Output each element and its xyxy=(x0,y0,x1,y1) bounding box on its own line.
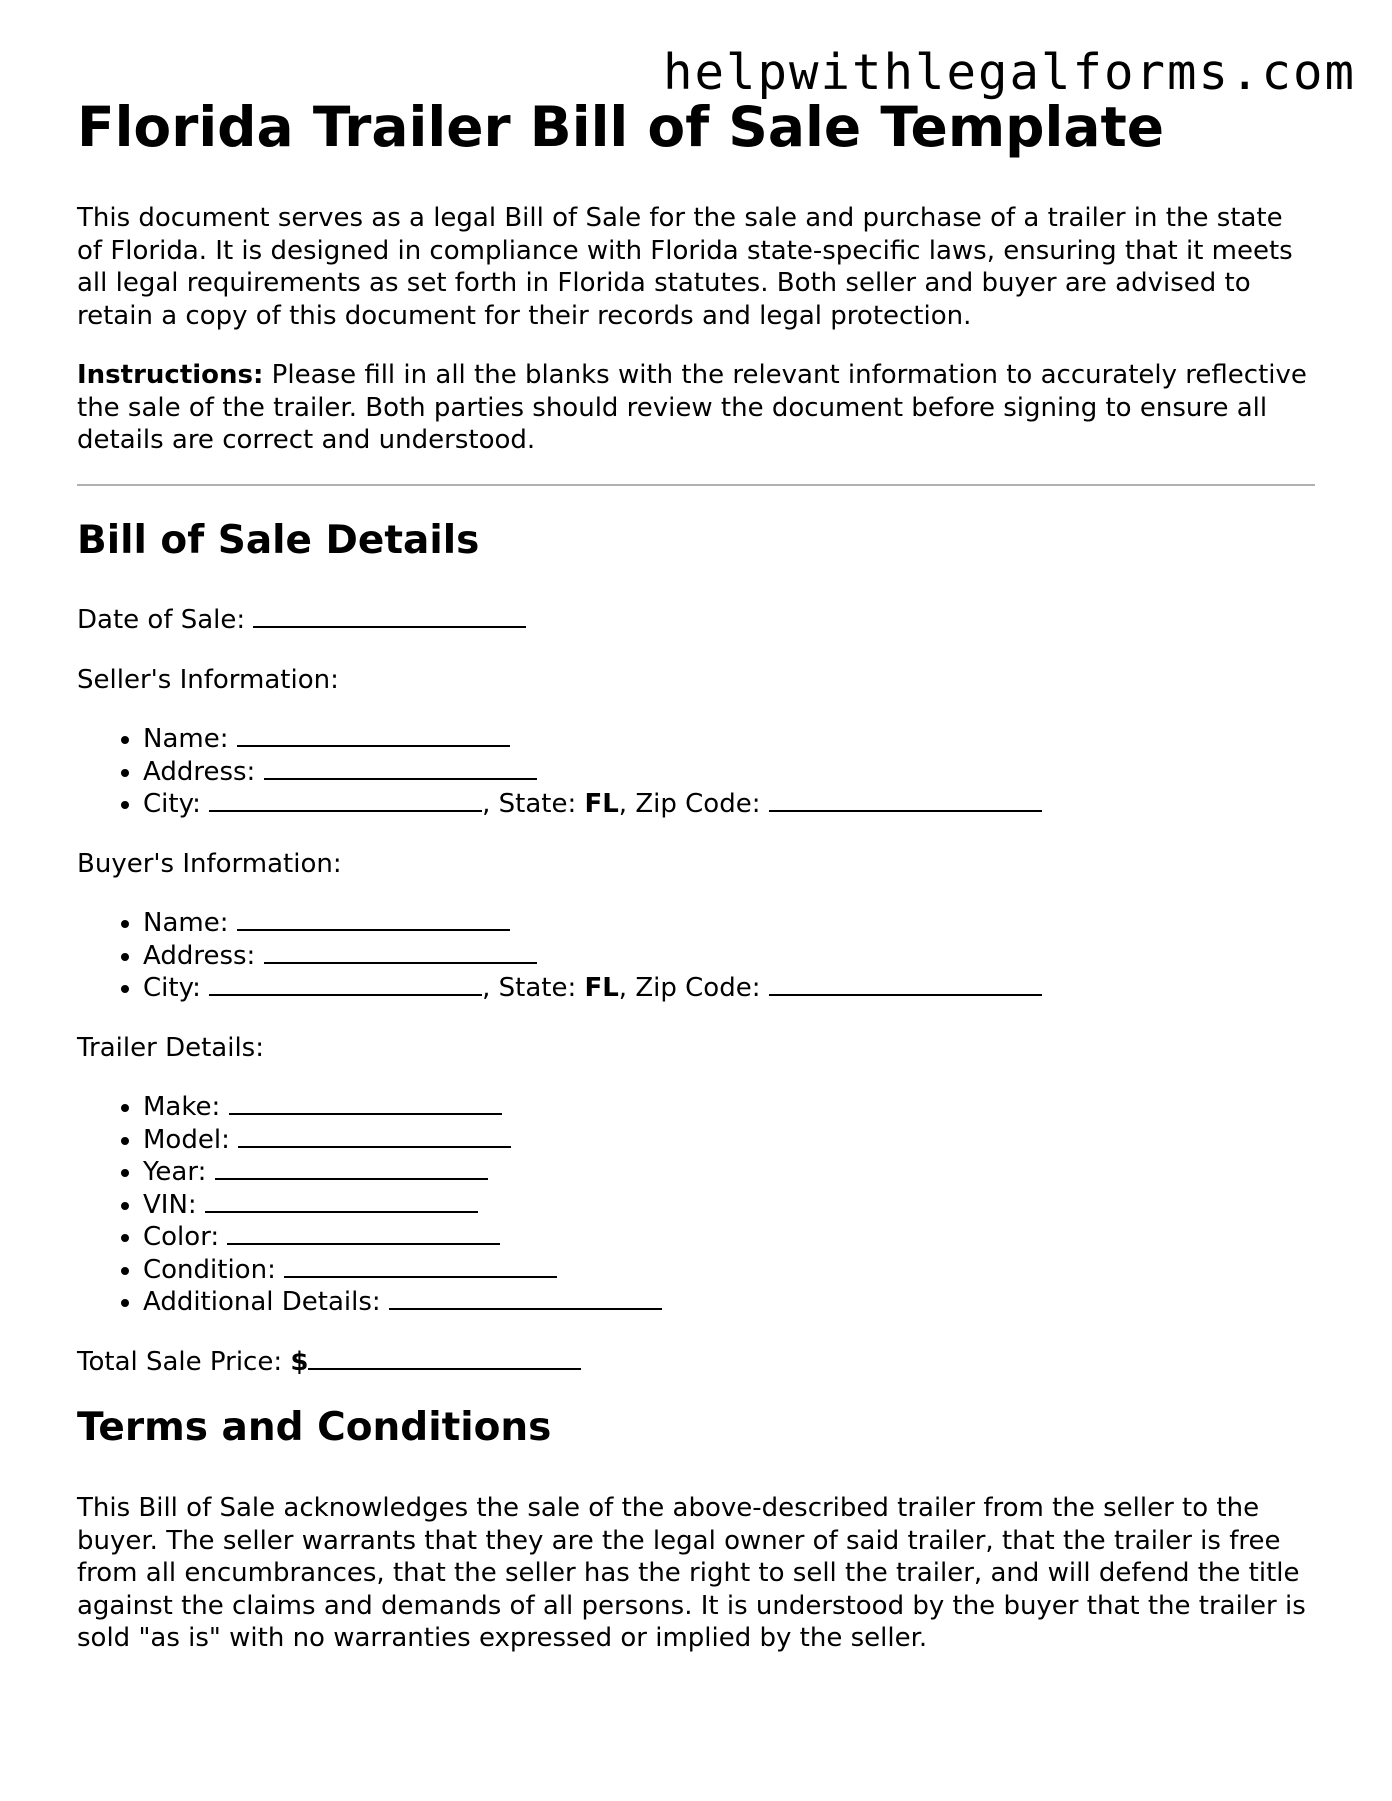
date-of-sale-line xyxy=(77,604,1315,637)
seller-address-blank[interactable] xyxy=(264,758,537,780)
total-price-blank[interactable] xyxy=(308,1348,581,1370)
instructions-paragraph xyxy=(77,359,1315,457)
document-body xyxy=(77,94,1315,1682)
trailer-additional-blank[interactable] xyxy=(389,1288,662,1310)
currency-symbol: $ xyxy=(290,1346,309,1377)
seller-info-list xyxy=(77,723,1315,821)
seller-address-item xyxy=(143,756,1315,789)
trailer-vin-item xyxy=(143,1189,1315,1222)
buyer-address-blank[interactable] xyxy=(264,942,537,964)
buyer-state-label: , State: xyxy=(482,973,585,1004)
details-heading: Bill of Sale Details xyxy=(77,517,480,563)
trailer-details-heading: Trailer Details: xyxy=(77,1032,264,1063)
seller-name-item xyxy=(143,723,1315,756)
trailer-condition-label: Condition: xyxy=(143,1254,285,1285)
trailer-details-list xyxy=(77,1091,1315,1319)
buyer-name-item xyxy=(143,907,1315,940)
trailer-make-blank[interactable] xyxy=(229,1093,502,1115)
total-price-line xyxy=(77,1346,1315,1379)
site-watermark: helpwithlegalforms.com xyxy=(662,44,1356,101)
date-of-sale-label: Date of Sale: xyxy=(77,605,254,636)
buyer-city-blank[interactable] xyxy=(209,974,482,996)
seller-city-label: City: xyxy=(143,789,210,820)
seller-zip-blank[interactable] xyxy=(769,790,1042,812)
seller-city-blank[interactable] xyxy=(209,790,482,812)
terms-paragraph: This Bill of Sale acknowledges the sale of the above-described trailer from the seller to the buyer. The seller warrants that they are the legal owner of said trailer, that the trailer is free from all encumbrances, that the seller has the right to sell the trailer, and will defend the title against the claims and demands of all persons. It is understood by the buyer that the trailer is sold "as is" with no warranties expressed or implied by the seller. xyxy=(77,1493,1306,1654)
total-price-label: Total Sale Price: xyxy=(77,1346,291,1377)
trailer-color-label: Color: xyxy=(143,1222,228,1253)
seller-zip-label: , Zip Code: xyxy=(618,789,769,820)
buyer-city-label: City: xyxy=(143,973,210,1004)
seller-state-label: , State: xyxy=(482,789,585,820)
terms-heading: Terms and Conditions xyxy=(77,1405,552,1451)
trailer-make-label: Make: xyxy=(143,1092,229,1123)
trailer-model-label: Model: xyxy=(143,1124,239,1155)
buyer-name-label: Name: xyxy=(143,908,237,939)
buyer-state-value: FL xyxy=(584,973,619,1004)
seller-state-value: FL xyxy=(584,789,619,820)
seller-info-heading: Seller's Information: xyxy=(77,664,339,695)
trailer-additional-item xyxy=(143,1286,1315,1319)
trailer-vin-label: VIN: xyxy=(143,1189,205,1220)
buyer-zip-blank[interactable] xyxy=(769,974,1042,996)
trailer-year-item xyxy=(143,1156,1315,1189)
section-divider xyxy=(77,484,1315,486)
date-of-sale-blank[interactable] xyxy=(253,606,526,628)
seller-address-label: Address: xyxy=(143,756,264,787)
trailer-additional-label: Additional Details: xyxy=(143,1287,389,1318)
instructions-label: Instructions: xyxy=(77,360,264,390)
seller-name-blank[interactable] xyxy=(237,725,510,747)
trailer-model-blank[interactable] xyxy=(238,1126,511,1148)
seller-city-item xyxy=(143,788,1315,821)
instructions-text: Please fill in all the blanks with the relevant information to accurately reflective the sale of the trailer. Both parties should review the document before signing to ensure all details are correct and understood. xyxy=(77,360,1307,455)
buyer-info-list xyxy=(77,907,1315,1005)
intro-paragraph: This document serves as a legal Bill of Sale for the sale and purchase of a trailer in the state of Florida. It is designed in compliance with Florida state-specific laws, ensuring that it meets all legal requirements as set forth in Florida statutes. Both seller and buyer are advised to retain a copy of this document for their records and legal protection. xyxy=(77,203,1293,331)
trailer-year-label: Year: xyxy=(143,1157,215,1188)
buyer-address-label: Address: xyxy=(143,940,264,971)
buyer-city-item xyxy=(143,972,1315,1005)
seller-name-label: Name: xyxy=(143,724,237,755)
trailer-condition-blank[interactable] xyxy=(284,1256,557,1278)
buyer-zip-label: , Zip Code: xyxy=(618,973,769,1004)
buyer-address-item xyxy=(143,940,1315,973)
buyer-info-heading: Buyer's Information: xyxy=(77,848,342,879)
page-title: Florida Trailer Bill of Sale Template xyxy=(77,95,1165,159)
buyer-name-blank[interactable] xyxy=(237,909,510,931)
trailer-color-blank[interactable] xyxy=(227,1223,500,1245)
trailer-model-item xyxy=(143,1124,1315,1157)
trailer-color-item xyxy=(143,1221,1315,1254)
trailer-year-blank[interactable] xyxy=(215,1158,488,1180)
trailer-vin-blank[interactable] xyxy=(205,1191,478,1213)
trailer-make-item xyxy=(143,1091,1315,1124)
trailer-condition-item xyxy=(143,1254,1315,1287)
